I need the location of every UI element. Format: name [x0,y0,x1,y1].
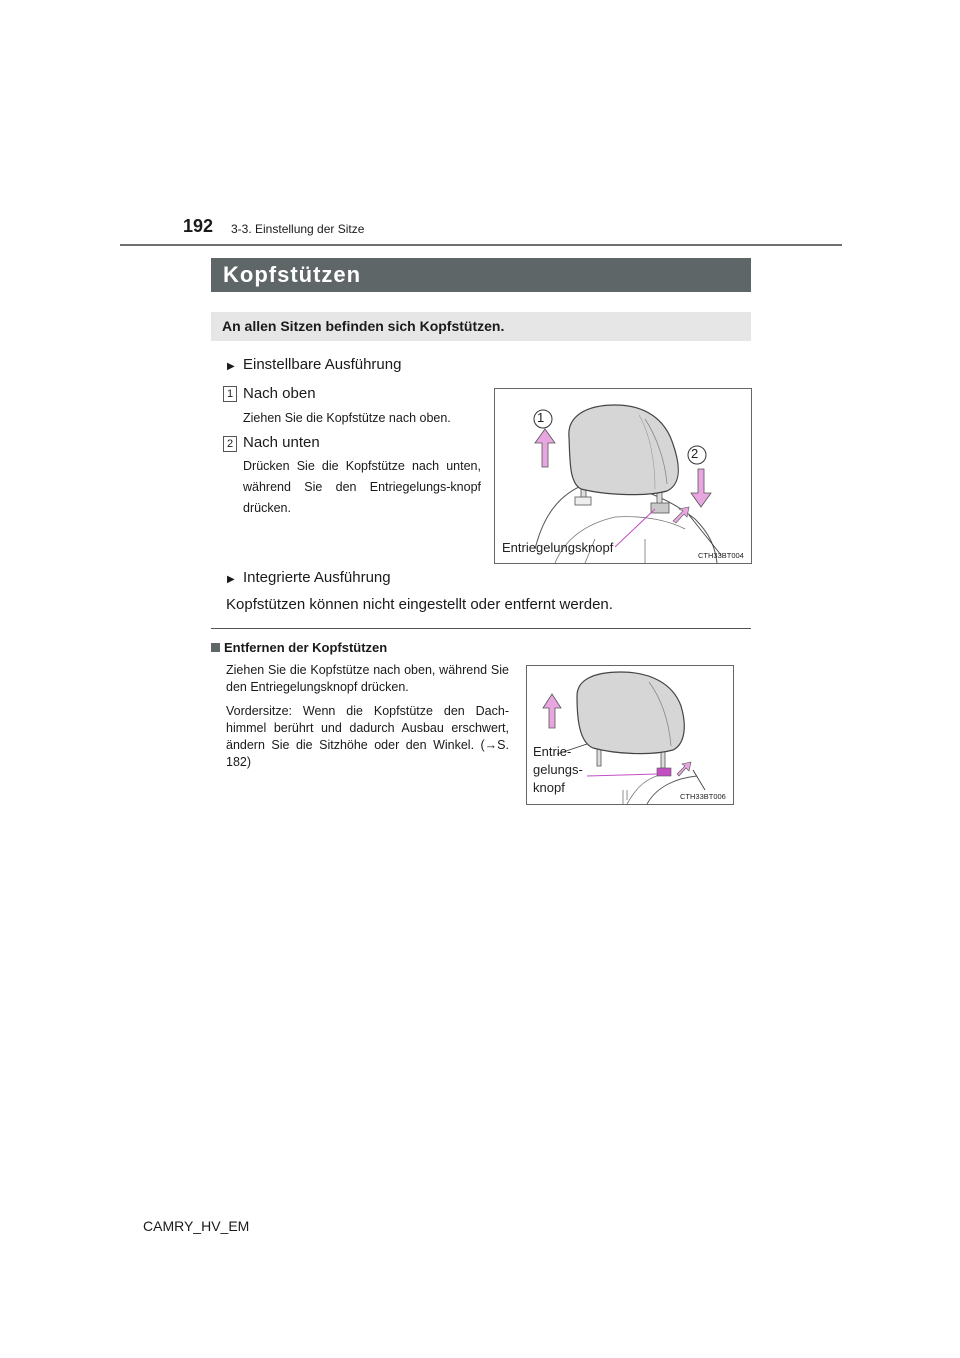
figure-adjustable-headrest [494,388,752,564]
figure-2-release-label [533,743,583,797]
section-divider [211,628,751,629]
removal-heading-text: Entfernen der Kopfstützen [224,640,388,655]
figure-2-label-line-3: knopf [533,780,565,795]
header-rule [120,244,842,246]
figure-2-label-line-1: Entrie- [533,744,572,759]
removal-paragraph-1: Ziehen Sie die Kopfstütze nach oben, während Sie den Entriegelungsknopf drücken. [226,663,509,694]
release-button-pointer [587,774,657,776]
step-number-2: 2 [223,436,237,452]
page-number: 192 [183,216,214,236]
removal-heading [211,640,387,655]
variant-integrated-label: Integrierte Ausführung [243,569,391,586]
figure-callout-1: 1 [537,410,545,425]
figure-callout-2: 2 [691,446,699,461]
figure-2-label-line-2: gelungs- [533,762,583,777]
step-1-description: Ziehen Sie die Kopfstütze nach oben. [243,411,451,425]
square-bullet-icon [211,643,220,652]
up-arrow-icon [535,429,555,467]
press-arrow-icon [677,762,691,776]
figure-2-code: CTH33BT006 [680,792,726,801]
integrated-text: Kopfstützen können nicht eingestellt oder entfernt werden. [226,596,613,613]
variant-adjustable-label: Einstellbare Ausführung [243,356,402,373]
step-number-1: 1 [223,386,237,402]
removal-paragraph-2: Vordersitze: Wenn die Kopfstütze den Dach-himmel berührt und dadurch Ausbau erschwert, ändern Sie die Sitzhöhe oder den Winkel. (→S. 182) [226,704,509,769]
figure-release-label: Entriegelungsknopf [502,540,614,555]
up-arrow-icon [543,694,561,728]
figure-code: CTH33BT004 [698,551,744,560]
release-button-pointer [615,509,655,547]
headrest-adjust-illustration [495,389,751,563]
step-2-description: Drücken Sie die Kopfstütze nach unten, während Sie den Entriegelungs-knopf drücken. [243,459,481,515]
footer-model-code: CAMRY_HV_EM [143,1218,250,1234]
page-title: Kopfstützen [223,262,362,287]
triangle-bullet-icon: ▶ [227,361,235,372]
down-arrow-icon [691,469,711,507]
triangle-bullet-icon: ▶ [227,574,235,585]
variant-adjustable [227,356,401,373]
section-reference: 3-3. Einstellung der Sitze [231,222,365,236]
press-arrow-icon [673,507,689,523]
variant-integrated [227,569,391,586]
step-2-title: Nach unten [243,434,320,451]
intro-text: An allen Sitzen befinden sich Kopfstützen. [222,318,505,334]
step-1-title: Nach oben [243,385,316,402]
